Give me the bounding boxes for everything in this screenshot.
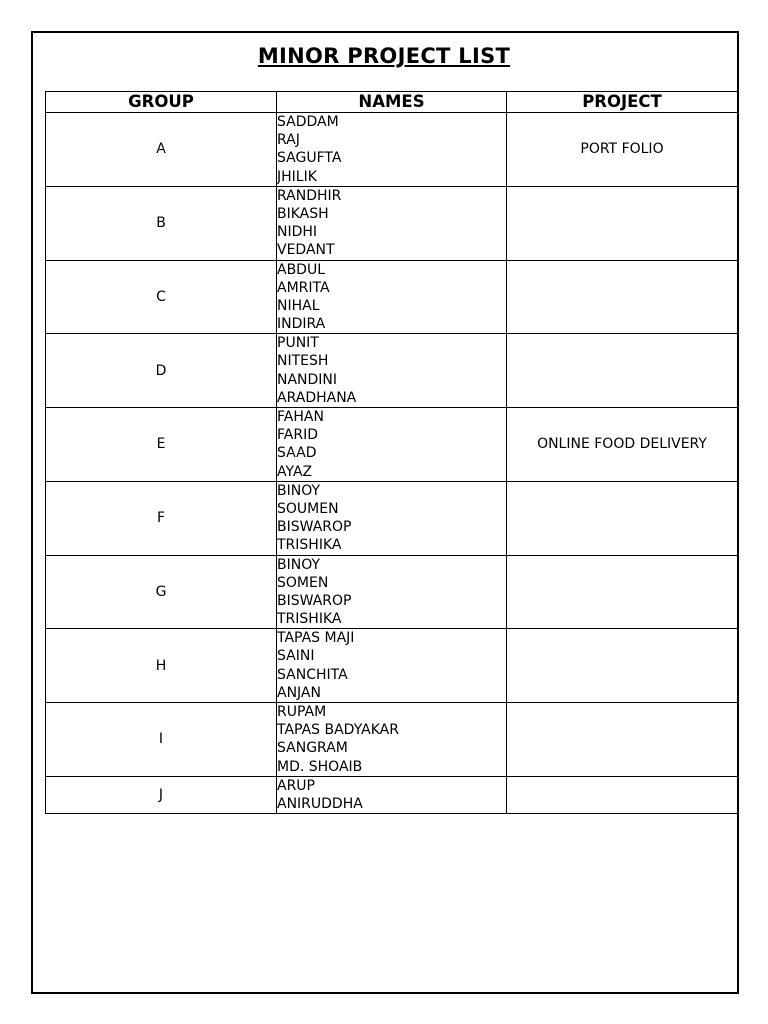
names-cell bbox=[277, 186, 507, 260]
project-cell: ONLINE FOOD DELIVERY bbox=[507, 408, 738, 482]
member-name: PUNIT bbox=[277, 335, 319, 352]
group-cell: I bbox=[46, 703, 277, 777]
member-name: RANDHIR bbox=[277, 187, 342, 204]
member-name: INDIRA bbox=[277, 316, 326, 333]
member-name: ANJAN bbox=[277, 684, 321, 701]
project-cell: PORT FOLIO bbox=[507, 113, 738, 187]
member-name: MD. SHOAIB bbox=[277, 758, 363, 775]
table-row bbox=[46, 703, 738, 777]
project-cell bbox=[507, 334, 738, 408]
member-name: TRISHIKA bbox=[277, 611, 342, 628]
table-row bbox=[46, 776, 738, 813]
member-name: NANDINI bbox=[277, 371, 338, 388]
names-cell bbox=[277, 481, 507, 555]
member-name: RAJ bbox=[277, 132, 300, 149]
project-table bbox=[45, 91, 738, 814]
member-name: NIDHI bbox=[277, 224, 318, 241]
table-row bbox=[46, 186, 738, 260]
names-cell bbox=[277, 629, 507, 703]
table-row bbox=[46, 481, 738, 555]
group-cell: F bbox=[46, 481, 277, 555]
project-cell bbox=[507, 629, 738, 703]
group-cell: J bbox=[46, 776, 277, 813]
member-name: VEDANT bbox=[277, 242, 335, 259]
member-name: ABDUL bbox=[277, 261, 326, 278]
member-name: AMRITA bbox=[277, 279, 330, 296]
member-name: SANCHITA bbox=[277, 666, 348, 683]
member-name: ARUP bbox=[277, 777, 315, 794]
names-cell bbox=[277, 408, 507, 482]
names-cell bbox=[277, 113, 507, 187]
member-name: SAGUFTA bbox=[277, 150, 342, 167]
page-title: MINOR PROJECT LIST bbox=[257, 44, 511, 68]
group-cell: E bbox=[46, 408, 277, 482]
member-name: BISWAROP bbox=[277, 592, 352, 609]
member-name: NITESH bbox=[277, 353, 329, 370]
names-cell bbox=[277, 334, 507, 408]
table-row bbox=[46, 334, 738, 408]
table-body bbox=[46, 113, 738, 814]
member-name: AYAZ bbox=[277, 463, 313, 480]
project-cell bbox=[507, 186, 738, 260]
project-cell bbox=[507, 481, 738, 555]
member-name: TRISHIKA bbox=[277, 537, 342, 554]
member-name: NIHAL bbox=[277, 297, 320, 314]
member-name: ANIRUDDHA bbox=[277, 795, 363, 812]
table-row bbox=[46, 408, 738, 482]
project-cell bbox=[507, 776, 738, 813]
names-cell bbox=[277, 260, 507, 334]
member-name: BISWAROP bbox=[277, 519, 352, 536]
member-name: TAPAS BADYAKAR bbox=[277, 722, 399, 739]
group-cell: B bbox=[46, 186, 277, 260]
member-name: BINOY bbox=[277, 556, 321, 573]
member-name: SAAD bbox=[277, 445, 317, 462]
project-cell bbox=[507, 555, 738, 629]
member-name: BIKASH bbox=[277, 205, 329, 222]
member-name: SAINI bbox=[277, 648, 315, 665]
table-row bbox=[46, 629, 738, 703]
project-cell bbox=[507, 260, 738, 334]
names-cell bbox=[277, 555, 507, 629]
group-cell: D bbox=[46, 334, 277, 408]
header-group: GROUP bbox=[46, 92, 277, 113]
group-cell: C bbox=[46, 260, 277, 334]
table-row bbox=[46, 113, 738, 187]
member-name: FARID bbox=[277, 427, 318, 444]
table-row bbox=[46, 260, 738, 334]
member-name: BINOY bbox=[277, 482, 321, 499]
table-row bbox=[46, 555, 738, 629]
member-name: SOUMEN bbox=[277, 500, 339, 517]
member-name: ARADHANA bbox=[277, 389, 357, 406]
group-cell: A bbox=[46, 113, 277, 187]
header-names: NAMES bbox=[277, 92, 507, 113]
member-name: FAHAN bbox=[277, 409, 324, 425]
project-cell bbox=[507, 703, 738, 777]
group-cell: H bbox=[46, 629, 277, 703]
names-cell bbox=[277, 776, 507, 813]
member-name: JHILIK bbox=[277, 168, 317, 185]
member-name: SADDAM bbox=[277, 114, 339, 130]
names-cell bbox=[277, 703, 507, 777]
group-cell: G bbox=[46, 555, 277, 629]
header-row bbox=[46, 92, 738, 113]
header-project: PROJECT bbox=[507, 92, 738, 113]
member-name: RUPAM bbox=[277, 704, 327, 720]
member-name: SANGRAM bbox=[277, 740, 348, 757]
member-name: TAPAS MAJI bbox=[277, 630, 355, 647]
member-name: SOMEN bbox=[277, 574, 329, 591]
